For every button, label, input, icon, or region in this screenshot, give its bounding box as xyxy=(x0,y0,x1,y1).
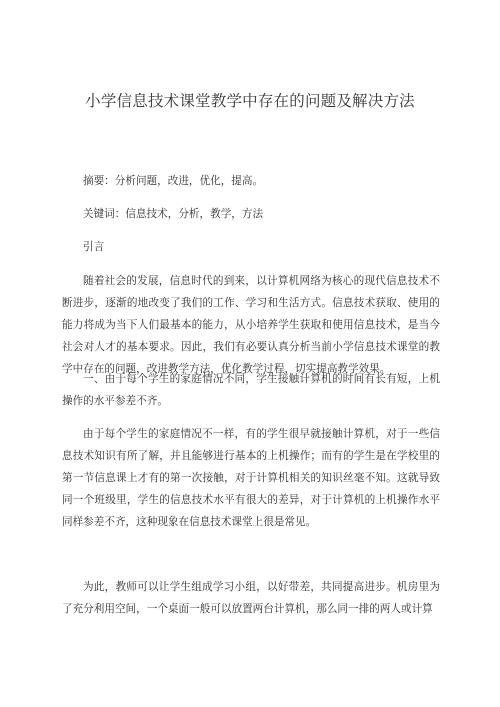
keywords-line: 关键词：信息技术，分析，教学，方法 xyxy=(83,208,264,220)
document-title: 小学信息技术课堂教学中存在的问题及解决方法 xyxy=(85,92,415,110)
intro-heading: 引言 xyxy=(83,241,105,253)
body-paragraph: 为此，教师可以让学生组成学习小组，以好带差，共同提高进步。机房里为了充分利用空间，一个桌面一般可以放置两台计算机，那么同一排的两人或计算 xyxy=(62,581,440,615)
abstract-line: 摘要：分析问题，改进，优化，提高。 xyxy=(83,175,264,187)
body-paragraph: 由于每个学生的家庭情况不一样，有的学生很早就接触计算机，对于一些信息技术知识有所了解，并且能够进行基本的上机操作；而有的学生是在学校里的第一节信息课上才有的第一次接触，对于计算机相关的知识丝毫不知。这就导致同一个班级里，学生的信息技术水平有很大的差异，对于计算机的上机操作水平同样参差不齐，这种现象在信息技术课堂上很是常见。 xyxy=(62,428,440,528)
section-heading: 一、由于每个学生的家庭情况不同，学生接触计算机的时间有长有短，上机操作的水平参差不齐。 xyxy=(62,373,440,407)
body-paragraph: 随着社会的发展，信息时代的到来，以计算机网络为核心的现代信息技术不断进步，逐渐的地改变了我们的工作、学习和生活方式。信息技术获取、使用的能力将成为当下人们最基本的能力，从小培养学生获取和使用信息技术，是当今社会对人才的基本要求。因此，我们有必要认真分析当前小学信息技术课堂的教学中存在的问题，改进教学方法，优化教学过程，切实提高教学效果。 xyxy=(62,275,440,375)
